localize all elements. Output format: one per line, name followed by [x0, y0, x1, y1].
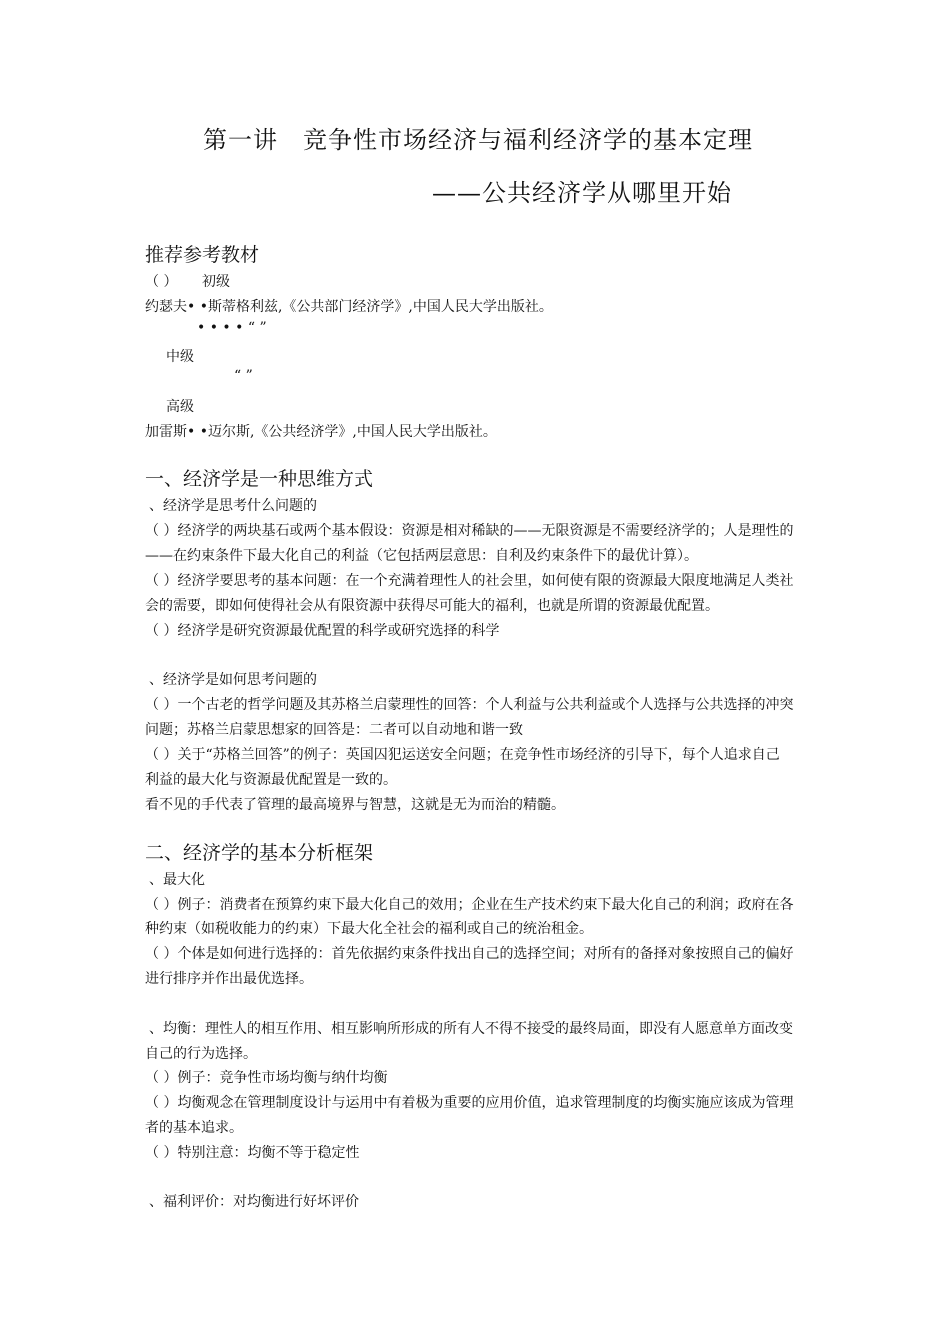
reference-entry-marks: • • • • “ ” [197, 320, 267, 336]
paragraph-line: 、最大化 [149, 872, 205, 888]
paragraph-line: 看不见的手代表了管理的最高境界与智慧，这就是无为而治的精髓。 [145, 797, 565, 813]
paragraph-line: （ ）例子：消费者在预算约束下最大化自己的效用；企业在生产技术约束下最大化自己的利润；政府在各 [145, 897, 794, 913]
paragraph-line: ——在约束条件下最大化自己的利益（它包括两层意思：自利及约束条件下的最优计算）。 [145, 548, 698, 564]
paragraph-line: 、均衡：理性人的相互作用、相互影响所形成的所有人不得不接受的最终局面，即没有人愿意单方面改变 [149, 1021, 793, 1037]
reference-entry-marks: “ ” [234, 368, 253, 384]
references-heading: 推荐参考教材 [145, 244, 260, 266]
paragraph-line: （ ）例子：竞争性市场均衡与纳什均衡 [145, 1070, 388, 1086]
reference-entry: 加雷斯• •迈尔斯,《公共经济学》,中国人民大学出版社。 [145, 424, 497, 440]
paragraph-line: 问题；苏格兰启蒙思想家的回答是：二者可以自动地和谐一致 [145, 722, 523, 738]
paragraph-line: 、福利评价：对均衡进行好坏评价 [149, 1194, 359, 1210]
page-title: 第一讲 竞争性市场经济与福利经济学的基本定理 [203, 126, 753, 154]
page-subtitle: ——公共经济学从哪里开始 [432, 179, 732, 207]
paragraph-line: 自己的行为选择。 [145, 1046, 257, 1062]
paragraph-line: 进行排序并作出最优选择。 [145, 971, 313, 987]
reference-level-label: 高级 [166, 399, 194, 415]
reference-level-label: 中级 [166, 349, 194, 365]
paragraph-line: 会的需要，即如何使得社会从有限资源中获得尽可能大的福利，也就是所谓的资源最优配置。 [145, 598, 719, 614]
paragraph-line: 、经济学是如何思考问题的 [149, 672, 317, 688]
paragraph-line: （ ）经济学是研究资源最优配置的科学或研究选择的科学 [145, 623, 500, 639]
section-heading: 二、经济学的基本分析框架 [145, 842, 374, 864]
paragraph-line: （ ）一个古老的哲学问题及其苏格兰启蒙理性的回答：个人利益与公共利益或个人选择与公共选择的冲突 [145, 697, 794, 713]
paragraph-line: （ ）经济学的两块基石或两个基本假设：资源是相对稀缺的——无限资源是不需要经济学的；人是理性的 [145, 523, 794, 539]
paragraph-line: （ ）均衡观念在管理制度设计与运用中有着极为重要的应用价值，追求管理制度的均衡实施应该成为管理 [145, 1095, 794, 1111]
paragraph-line: 种约束（如税收能力的约束）下最大化全社会的福利或自己的统治租金。 [145, 921, 593, 937]
paragraph-line: 利益的最大化与资源最优配置是一致的。 [145, 772, 397, 788]
section-heading: 一、经济学是一种思维方式 [145, 468, 374, 490]
reference-level-label: （ ） [145, 274, 178, 290]
paragraph-line: （ ）特别注意：均衡不等于稳定性 [145, 1145, 360, 1161]
reference-entry: 约瑟夫• •斯蒂格利兹,《公共部门经济学》,中国人民大学出版社。 [145, 299, 553, 315]
paragraph-line: 者的基本追求。 [145, 1120, 243, 1136]
paragraph-line: （ ）关于“苏格兰回答”的例子：英国囚犯运送安全问题；在竞争性市场经济的引导下，每个人追求自己 [145, 747, 780, 763]
paragraph-line: 、经济学是思考什么问题的 [149, 498, 317, 514]
reference-level-label: 初级 [202, 274, 230, 290]
paragraph-line: （ ）经济学要思考的基本问题：在一个充满着理性人的社会里，如何使有限的资源最大限度地满足人类社 [145, 573, 794, 589]
paragraph-line: （ ）个体是如何进行选择的：首先依据约束条件找出自己的选择空间；对所有的备择对象按照自己的偏好 [145, 946, 794, 962]
